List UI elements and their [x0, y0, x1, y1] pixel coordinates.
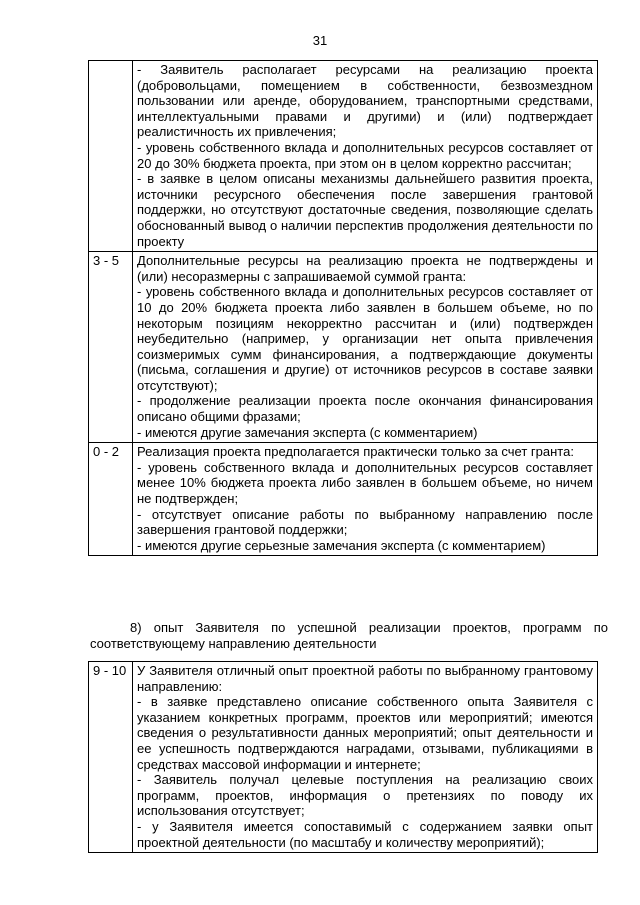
description-cell: [133, 443, 598, 556]
criteria-table: [88, 60, 598, 556]
description-cell: [133, 662, 598, 853]
score-cell: 3 - 5: [89, 252, 133, 443]
description-item: Реализация проекта предполагается практически только за счет гранта:: [137, 444, 574, 460]
description-item: - продолжение реализации проекта после окончания финансирования описано общими фразами;: [137, 393, 593, 425]
criteria-table: [88, 661, 598, 853]
table-row: [89, 61, 598, 252]
description-item: - в заявке представлено описание собственного опыта Заявителя с указанием конкретных программ, проектов или мероприятий; имеются сведения о результативности данных мероприятий; опыт деятельности и ее успешность подтверждаются наградами, отзывами, публикациями в средствах массовой информации и интернете;: [137, 694, 593, 772]
table-row: [89, 662, 598, 853]
description-item: - уровень собственного вклада и дополнительных ресурсов составляет менее 10% бюджета проекта либо заявлен в большем объеме, но ничем не подтвержден;: [137, 459, 593, 507]
description-item: - имеются другие серьезные замечания эксперта (с комментарием): [137, 537, 546, 553]
description-item: - Заявитель получал целевые поступления на реализацию своих программ, проектов, информация о претензиях по поводу их использования отсутствует;: [137, 772, 593, 819]
description-item: - имеются другие замечания эксперта (с комментарием): [137, 424, 478, 440]
description-item: - в заявке в целом описаны механизмы дальнейшего развития проекта, источники ресурсного обеспечения после завершения грантовой поддержки, но отсутствуют достаточные сведения, позволяющие сделать обоснованный вывод о наличии перспектив продолжения деятельности по проекту: [137, 171, 593, 249]
page-number: 31: [312, 33, 328, 48]
table-row: [89, 252, 598, 443]
description-cell: [133, 252, 598, 443]
score-cell: 9 - 10: [89, 662, 133, 853]
description-item: - у Заявителя имеется сопоставимый с содержанием заявки опыт проектной деятельности (по масштабу и количеству мероприятий);: [137, 818, 593, 850]
description-item: - Заявитель располагает ресурсами на реализацию проекта (добровольцами, помещением в собственности, безвозмездном пользовании или аренде, оборудованием, транспортными средствами, интеллектуальными правами и другими) и (или) подтверждает реалистичность их привлечения;: [137, 62, 593, 140]
score-cell: [89, 61, 133, 252]
description-item: - отсутствует описание работы по выбранному направлению после завершения грантовой поддержки;: [137, 506, 593, 538]
description-item: - уровень собственного вклада и дополнительных ресурсов составляет от 20 до 30% бюджета проекта, при этом он в целом корректно рассчитан;: [137, 139, 593, 171]
description-item: У Заявителя отличный опыт проектной работы по выбранному грантовому направлению:: [137, 663, 593, 694]
description-item: - уровень собственного вклада и дополнительных ресурсов составляет от 10 до 20% бюджета проекта либо заявлен в большем объеме, но по некоторым позициям некорректно рассчитан и (или) подтвержден неубедительно (например, у организации нет опыта привлечения соизмеримых сумм финансирования, а подтверждающие документы (письма, соглашения и другие) от источников ресурсов в составе заявки отсутствуют);: [137, 284, 593, 393]
score-cell: 0 - 2: [89, 443, 133, 556]
section-heading: 8) опыт Заявителя по успешной реализации проектов, программ по соответствующему направлению деятельности: [90, 620, 608, 651]
description-item: Дополнительные ресурсы на реализацию проекта не подтверждены и (или) несоразмерны с запрашиваемой суммой гранта:: [137, 253, 593, 284]
table-row: [89, 443, 598, 556]
description-cell: [133, 61, 598, 252]
